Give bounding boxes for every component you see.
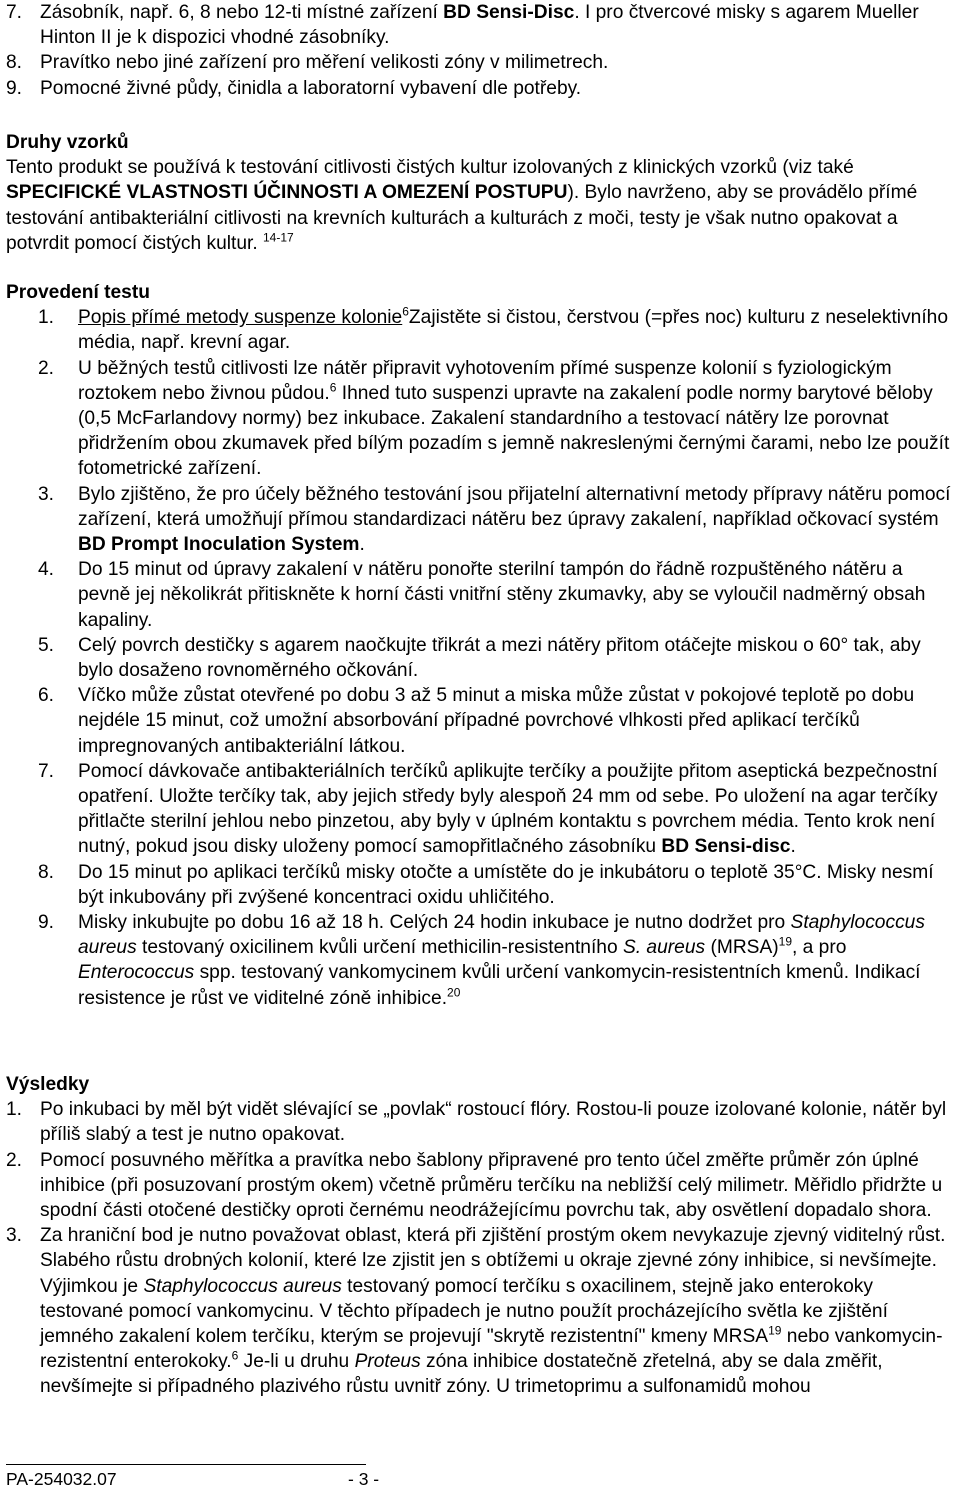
item-number: 9. <box>6 77 23 99</box>
item-number: 1. <box>6 1099 23 1121</box>
subheading-underlined: Popis přímé metody suspenze kolonie <box>78 307 403 329</box>
section-heading: Provedení testu <box>6 282 150 303</box>
list-item <box>6 633 954 683</box>
item-number: 7. <box>38 760 55 782</box>
section-heading: Druhy vzorků <box>6 132 129 153</box>
samples-section <box>6 130 954 256</box>
list-item <box>6 1223 954 1399</box>
item-text: nebo vankomycin-rezistentní enterokoky. <box>40 1326 943 1373</box>
species-name: Enterococcus <box>78 962 195 984</box>
item-text: Celý povrch destičky s agarem naočkujte třikrát a mezi nátěry přitom otáčejte miskou o 60° tak, aby bylo dosaženo rovnoměrného očkování. <box>78 634 921 682</box>
list-item <box>6 910 954 1011</box>
procedure-list <box>6 305 954 1011</box>
item-text: . <box>359 534 365 556</box>
item-text: Je-li u druhu <box>238 1351 355 1373</box>
item-number: 8. <box>6 52 23 74</box>
item-text: Bylo zjištěno, že pro účely běžného testování jsou přijatelní alternativní metody přípravy nátěru pomocí zařízení, která umožňují přímou standardizaci nátěru bez úpravy zakalení, například očkovací systém <box>78 483 951 530</box>
item-number: 2. <box>6 1149 23 1171</box>
item-text: Zajistěte si čistou, čerstvou (=přes noc) kulturu z neselektivního média, např. krevní agar. <box>78 307 949 354</box>
item-text: Pomocí posuvného měřítka a pravítka nebo šablony připravené pro tento účel změřte průměr zón úplné inhibice (při posuzovaní prostým okem) včetně průměru terčíku na nebližší celý milimetr. Měřidlo přidržte u spodní části otočené destičky oproti černému neodrážejícímu povrchu tak, aby osvětlení dopadalo shora. <box>40 1149 943 1222</box>
species-name: Staphylococcus aureus <box>143 1275 342 1297</box>
item-number: 3. <box>6 1225 23 1247</box>
item-text: , a pro <box>792 937 847 959</box>
page-number: - 3 - <box>348 1469 380 1489</box>
item-number: 5. <box>38 634 55 656</box>
reference-sup: 14-17 <box>263 230 294 245</box>
item-number: 6. <box>38 685 55 707</box>
item-text: Pomocné živné půdy, činidla a laboratorní vybavení dle potřeby. <box>40 77 582 99</box>
item-number: 3. <box>38 483 55 505</box>
item-number: 7. <box>6 2 23 23</box>
document-code: PA-254032.07 <box>6 1469 117 1489</box>
list-item <box>6 1148 954 1224</box>
item-text: zóna inhibice dostatečně zřetelná, aby se dala změřit, nevšímejte si případného plazivého růstu uvnitř zóny. U trimetoprimu a sulfonamidů mohou <box>40 1351 883 1398</box>
item-text: Misky inkubujte po dobu 16 až 18 h. Celých 24 hodin inkubace je nutno dodržet pro <box>78 912 791 934</box>
item-text: Pomocí dávkovače antibakteriálních terčíků aplikujte terčíky a použijte přitom aseptická bezpečnostní opatření. Uložte terčíky tak, aby jejich středy byly alespoň 24 mm od sebe. Po uložení na agar terčíky přitlačte sterilní jehlou nebo pinzetou, aby byly v úplném kontaktu s povrchem média. Tento krok není nutný, pokud jsou disky uloženy pomocí samopřitlačného zásobníku <box>78 760 938 858</box>
test-section <box>6 280 954 1011</box>
list-item <box>6 557 954 633</box>
list-item <box>6 356 954 482</box>
paragraph-text: Tento produkt se používá k testování citlivosti čistých kultur izolovaných z klinických vzorků (viz také <box>6 157 854 179</box>
item-text: testovaný pomocí terčíku s oxacilinem, stejně jako enterokoky testované pomocí vankomycinu. V těchto případech je nutno použít procházejícího světla ke zjištění jemného zakalení kolem terčíku, kterým se projevují "skrytě rezistentní" kmeny MRSA <box>40 1275 888 1348</box>
item-text: . I pro čtvercové misky s agarem Mueller Hinton II je k dispozici vhodné zásobníky. <box>40 2 919 49</box>
item-text: Za hraniční bod je nutno považovat oblast, která při zjištění prostým okem nevykazuje zjevný viditelný růst. Slabého růstu drobných kolonií, které lze zjistit jen s obtížemi u okraje zjevné zóny inhibice, si nevšímejte. Výjimkou je <box>40 1225 946 1297</box>
product-name: BD Prompt Inoculation System <box>78 534 360 556</box>
equipment-list <box>6 0 920 101</box>
list-item <box>6 759 954 860</box>
reference-sup: 20 <box>447 985 461 1000</box>
product-name: BD Sensi-Disc <box>443 2 575 23</box>
item-text: Ihned tuto suspenzi upravte na zakalení podle normy barytové běloby (0,5 McFarlandovy normy) bez inkubace. Zakalení standardního a testovací nátěry lze porovnat přidržením obou zkumavek před bílým pozadím s jemně nakreslenými černými čarami, nebo lze použít fotometrické zařízení. <box>78 382 950 480</box>
item-text: Po inkubaci by měl být vidět slévající se „povlak“ rostoucí flóry. Rostou-li pouze izolované kolonie, nátěr byl příliš slabý a test je nutno opakovat. <box>40 1099 947 1146</box>
item-text: spp. testovaný vankomycinem kvůli určení vankomycin-resistentních kmenů. Indikací resistence je růst ve viditelné zóně inhibice. <box>78 962 921 1009</box>
item-text: . <box>790 836 796 858</box>
list-item <box>6 76 920 101</box>
item-text: (MRSA) <box>705 937 779 959</box>
species-name: Proteus <box>354 1351 421 1373</box>
list-item <box>6 305 954 355</box>
results-section <box>6 1072 954 1400</box>
list-item <box>6 1097 954 1147</box>
item-text: Zásobník, např. 6, 8 nebo 12-ti místné zařízení <box>40 2 444 23</box>
item-number: 9. <box>38 912 55 934</box>
reference-sup: 6 <box>402 304 409 319</box>
item-number: 4. <box>38 559 55 581</box>
list-item <box>6 860 954 910</box>
species-name: Staphylococcus aureus <box>78 912 925 959</box>
list-item <box>6 0 920 50</box>
item-text: testovaný oxicilinem kvůli určení methicilin-resistentního <box>136 937 623 959</box>
item-number: 2. <box>38 357 55 379</box>
reference-sup: 19 <box>778 934 793 949</box>
item-text: Do 15 minut od úpravy zakalení v nátěru ponořte sterilní tampón do řádně rozpuštěného nátěru a pevně jej několikrát přitiskněte k horní části vnitřní stěny zkumavky, aby se vyloučil nadměrný obsah kapaliny. <box>78 559 926 631</box>
item-text: Do 15 minut po aplikaci terčíků misky otočte a umístěte do je inkubátoru o teplotě 35°C. Misky nesmí být inkubovány při zvýšené koncentraci oxidu uhličitého. <box>78 861 934 908</box>
section-heading: Výsledky <box>6 1074 90 1095</box>
cross-reference: SPECIFICKÉ VLASTNOSTI ÚČINNOSTI A OMEZENÍ POSTUPU <box>6 182 568 204</box>
results-list <box>6 1097 954 1399</box>
species-name: S. aureus <box>622 937 706 959</box>
item-text: Pravítko nebo jiné zařízení pro měření velikosti zóny v milimetrech. <box>40 52 609 74</box>
item-number: 8. <box>38 861 55 883</box>
product-name: BD Sensi-disc <box>661 836 791 858</box>
paragraph-text: ). Bylo navrženo, aby se provádělo přímé testování antibakteriální citlivosti na krevních kulturách a kulturách z moči, testy je však nutno opakovat a potvrdit pomocí čistých kultur. <box>6 182 918 254</box>
list-item <box>6 683 954 759</box>
item-text: Víčko může zůstat otevřené po dobu 3 až 5 minut a miska může zůstat v pokojové teplotě po dobu nejdéle 15 minut, což umožní absorbování případné povrchové vlhkosti před aplikací terčíků impregnovaných antibakteriální látkou. <box>78 685 915 757</box>
reference-sup: 6 <box>329 380 337 395</box>
reference-sup: 6 <box>231 1348 239 1363</box>
item-text: U běžných testů citlivosti lze nátěr připravit vyhotovením přímé suspenze kolonií s fyziologickým roztokem nebo živnou půdou. <box>78 357 892 404</box>
paragraph <box>6 155 954 256</box>
footer-divider <box>6 1464 366 1465</box>
list-item <box>6 482 954 558</box>
list-item <box>6 50 920 75</box>
item-number: 1. <box>38 307 55 329</box>
reference-sup: 19 <box>768 1323 782 1338</box>
